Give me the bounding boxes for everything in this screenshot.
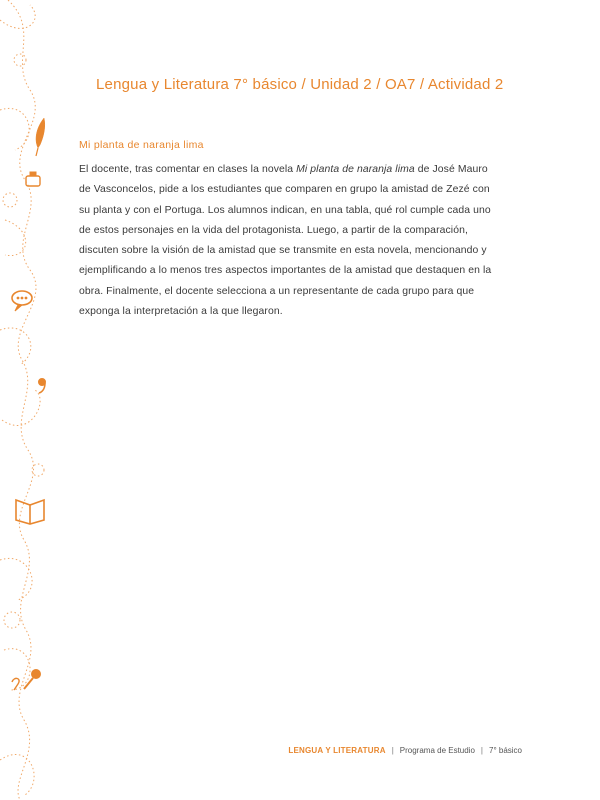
- page-header: Lengua y Literatura 7° básico / Unidad 2 / OA7 / Actividad 2: [96, 76, 504, 93]
- footer-divider: |: [480, 746, 483, 755]
- microphone-icon: [12, 670, 41, 691]
- page-footer: [288, 746, 522, 755]
- footer-program: Programa de Estudio: [399, 746, 475, 755]
- comma-icon: [39, 379, 46, 394]
- footer-divider: |: [391, 746, 394, 755]
- footer-brand: LENGUA Y LITERATURA: [288, 746, 386, 755]
- description-start: El docente, tras comentar en clases la novela: [79, 164, 297, 175]
- speech-bubble-icon: [12, 291, 32, 311]
- open-book-icon: [16, 500, 44, 524]
- activity-title: Mi planta de naranja lima: [79, 139, 204, 151]
- quill-icon: [36, 118, 45, 148]
- activity-description: [79, 160, 499, 322]
- book-title: Mi planta de naranja lima: [296, 164, 415, 175]
- description-rest: de José Mauro de Vasconcelos, pide a los estudiantes que comparen en grupo la amistad de Zezé con su planta y con el Portuga. Los alumnos indican, en una tabla, qué rol cumple cada uno de estos personajes en la vida del protagonista. Luego, a partir de la comparación, discuten sobre la visión de la amistad que se transmite en esta novela, mencionando y ejemplificando a lo menos tres aspectos importantes de la amistad que destaquen en la obra. Finalmente, el docente selecciona a un representante de cada grupo para que exponga la interpretación a la que llegaron.: [79, 164, 492, 318]
- ink-bottle-icon: [26, 172, 40, 186]
- decorative-border: [0, 0, 60, 800]
- footer-grade: 7° básico: [489, 746, 522, 755]
